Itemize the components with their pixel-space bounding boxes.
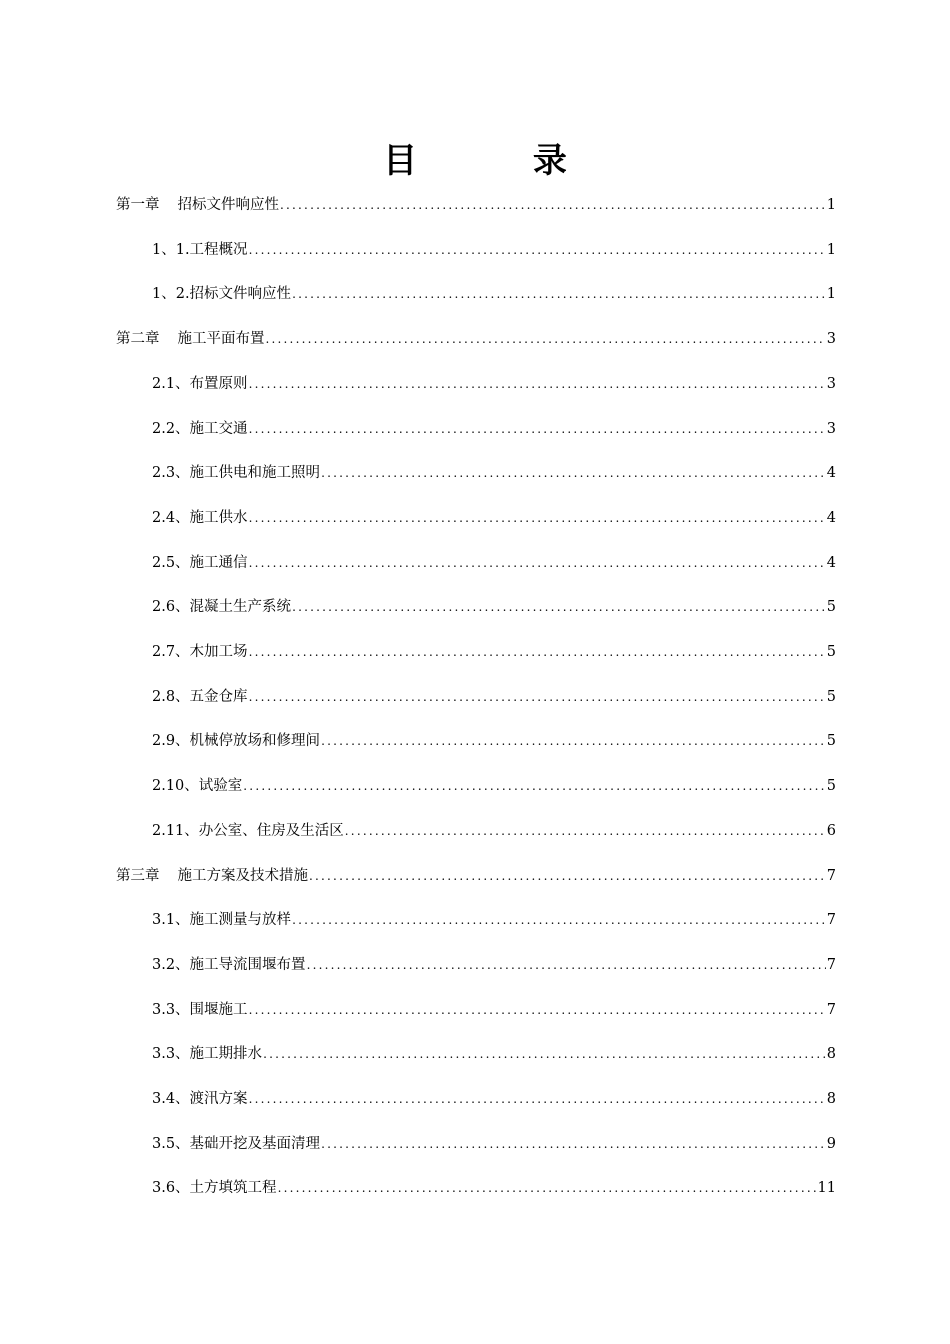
toc-dot-leader — [292, 284, 826, 304]
toc-dot-leader — [249, 508, 826, 528]
toc-section-entry[interactable] — [152, 1077, 836, 1121]
toc-dot-leader — [249, 553, 826, 573]
toc-entry-text: 2.10、试验室 — [152, 778, 243, 795]
toc-dot-leader — [249, 1089, 826, 1109]
toc-dot-leader — [321, 1134, 826, 1154]
toc-dot-leader — [249, 687, 826, 707]
toc-entry-text: 2.5、施工通信 — [152, 554, 248, 571]
toc-page-number: 5 — [826, 688, 836, 705]
toc-dot-leader — [249, 1000, 826, 1020]
toc-page-number: 1 — [826, 197, 836, 213]
toc-entry-label — [152, 553, 248, 573]
toc-entry-text: 招标文件响应性 — [177, 197, 279, 213]
toc-entry-text: 3.5、基础开挖及基面清理 — [152, 1135, 321, 1152]
toc-entry-text: 1、2.招标文件响应性 — [152, 286, 292, 303]
toc-page-number: 5 — [826, 599, 836, 616]
toc-section-entry[interactable] — [152, 988, 836, 1032]
toc-page-number: 9 — [826, 1135, 836, 1152]
toc-entry-label — [152, 419, 248, 439]
toc-dot-leader — [278, 1178, 817, 1198]
toc-entry-text: 2.3、施工供电和施工照明 — [152, 465, 321, 482]
toc-entry-text: 2.8、五金仓库 — [152, 688, 248, 705]
toc-entry-label — [152, 1044, 262, 1064]
toc-entry-text: 2.1、布置原则 — [152, 375, 248, 392]
toc-chapter-number: 第三章 — [116, 867, 160, 884]
toc-entry-label — [152, 910, 291, 930]
toc-page-number: 4 — [826, 554, 836, 571]
toc-dot-leader — [321, 463, 826, 483]
toc-entry-text: 施工方案及技术措施 — [177, 867, 308, 884]
toc-page-number: 5 — [826, 778, 836, 795]
toc-section-entry[interactable] — [152, 764, 836, 808]
toc-section-entry[interactable] — [152, 630, 836, 674]
toc-page-number: 3 — [826, 420, 836, 437]
toc-entry-label — [116, 329, 265, 349]
toc-entry-text: 2.4、施工供水 — [152, 509, 248, 526]
toc-section-entry[interactable] — [152, 809, 836, 853]
toc-section-entry[interactable] — [152, 228, 836, 272]
toc-page-number: 7 — [826, 1001, 836, 1018]
toc-page-number: 8 — [826, 1046, 836, 1063]
toc-entry-label — [152, 955, 306, 975]
toc-section-entry[interactable] — [152, 451, 836, 495]
toc-dot-leader — [292, 597, 826, 617]
toc-section-entry[interactable] — [152, 541, 836, 585]
toc-page-number: 7 — [826, 956, 836, 973]
toc-entry-label — [152, 687, 248, 707]
toc-page-number: 8 — [826, 1091, 836, 1107]
toc-entry-label — [152, 776, 242, 796]
toc-page-number: 4 — [826, 509, 836, 526]
toc-page-number: 3 — [826, 331, 836, 348]
toc-section-entry[interactable] — [152, 898, 836, 942]
toc-chapter-number: 第二章 — [116, 331, 160, 348]
toc-entry-text: 2.9、机械停放场和修理间 — [152, 733, 321, 750]
toc-page-number: 1 — [826, 286, 836, 303]
toc-entry-text: 2.6、混凝土生产系统 — [152, 599, 292, 616]
toc-entry-text: 1、1.工程概况 — [152, 241, 248, 258]
toc-section-entry[interactable] — [152, 1122, 836, 1166]
toc-chapter-entry[interactable] — [116, 854, 836, 898]
toc-entry-text: 3.2、施工导流围堰布置 — [152, 956, 306, 973]
toc-entry-label — [116, 195, 279, 215]
toc-entry-label — [152, 1089, 248, 1109]
toc-page-number: 7 — [826, 867, 836, 884]
toc-entry-label — [152, 508, 248, 528]
toc-dot-leader — [309, 866, 826, 886]
toc-section-entry[interactable] — [152, 943, 836, 987]
toc-dot-leader — [321, 731, 826, 751]
toc-section-entry[interactable] — [152, 675, 836, 719]
toc-entry-text: 3.1、施工测量与放样 — [152, 912, 292, 929]
toc-entry-label — [152, 1178, 277, 1198]
toc-chapter-number: 第一章 — [116, 197, 160, 213]
toc-page-number: 11 — [817, 1180, 836, 1197]
toc-entry-label — [116, 866, 308, 886]
toc-entry-label — [152, 731, 320, 751]
toc-dot-leader — [249, 642, 826, 662]
toc-chapter-entry[interactable] — [116, 317, 836, 361]
toc-entry-label — [152, 284, 291, 304]
toc-section-entry[interactable] — [152, 585, 836, 629]
toc-dot-leader — [249, 374, 826, 394]
toc-dot-leader — [249, 240, 826, 260]
toc-chapter-entry[interactable] — [116, 183, 836, 227]
toc-section-entry[interactable] — [152, 407, 836, 451]
toc-entry-label — [152, 821, 344, 841]
toc-entry-text: 3.6、土方填筑工程 — [152, 1180, 277, 1197]
toc-page-number: 6 — [826, 822, 836, 839]
toc-entry-text: 2.11、办公室、住房及生活区 — [152, 822, 344, 839]
toc-entry-text: 3.3、围堰施工 — [152, 1001, 248, 1018]
toc-section-entry[interactable] — [152, 719, 836, 763]
toc-section-entry[interactable] — [152, 1166, 836, 1210]
toc-section-entry[interactable] — [152, 1032, 836, 1076]
toc-dot-leader — [243, 776, 825, 796]
toc-dot-leader — [263, 1044, 826, 1064]
toc-entry-text: 3.4、渡汛方案 — [152, 1091, 248, 1107]
toc-entry-text: 施工平面布置 — [177, 331, 265, 348]
toc-section-entry[interactable] — [152, 362, 836, 406]
toc-entry-label — [152, 374, 248, 394]
toc-page-number: 3 — [826, 375, 836, 392]
toc-dot-leader — [292, 910, 826, 930]
toc-entry-label — [152, 1134, 320, 1154]
toc-dot-leader — [266, 329, 826, 349]
toc-section-entry[interactable] — [152, 496, 836, 540]
toc-page-number: 5 — [826, 733, 836, 750]
toc-dot-leader — [280, 195, 826, 215]
toc-entry-text: 3.3、施工期排水 — [152, 1046, 263, 1063]
toc-entry-label — [152, 597, 291, 617]
toc-page-number: 5 — [826, 644, 836, 660]
toc-page-number: 1 — [826, 241, 836, 258]
toc-entry-label — [152, 642, 248, 662]
toc-dot-leader — [345, 821, 826, 841]
toc-entry-text: 2.2、施工交通 — [152, 420, 248, 437]
toc-dot-leader — [249, 419, 826, 439]
toc-entry-label — [152, 240, 248, 260]
toc-dot-leader — [307, 955, 826, 975]
toc-entry-text: 2.7、木加工场 — [152, 644, 248, 660]
toc-entry-label — [152, 1000, 248, 1020]
toc-section-entry[interactable] — [152, 272, 836, 316]
toc-page-number: 4 — [826, 465, 836, 482]
toc-page-number: 7 — [826, 912, 836, 929]
page-title: 目 录 — [383, 141, 619, 181]
toc-entry-label — [152, 463, 320, 483]
